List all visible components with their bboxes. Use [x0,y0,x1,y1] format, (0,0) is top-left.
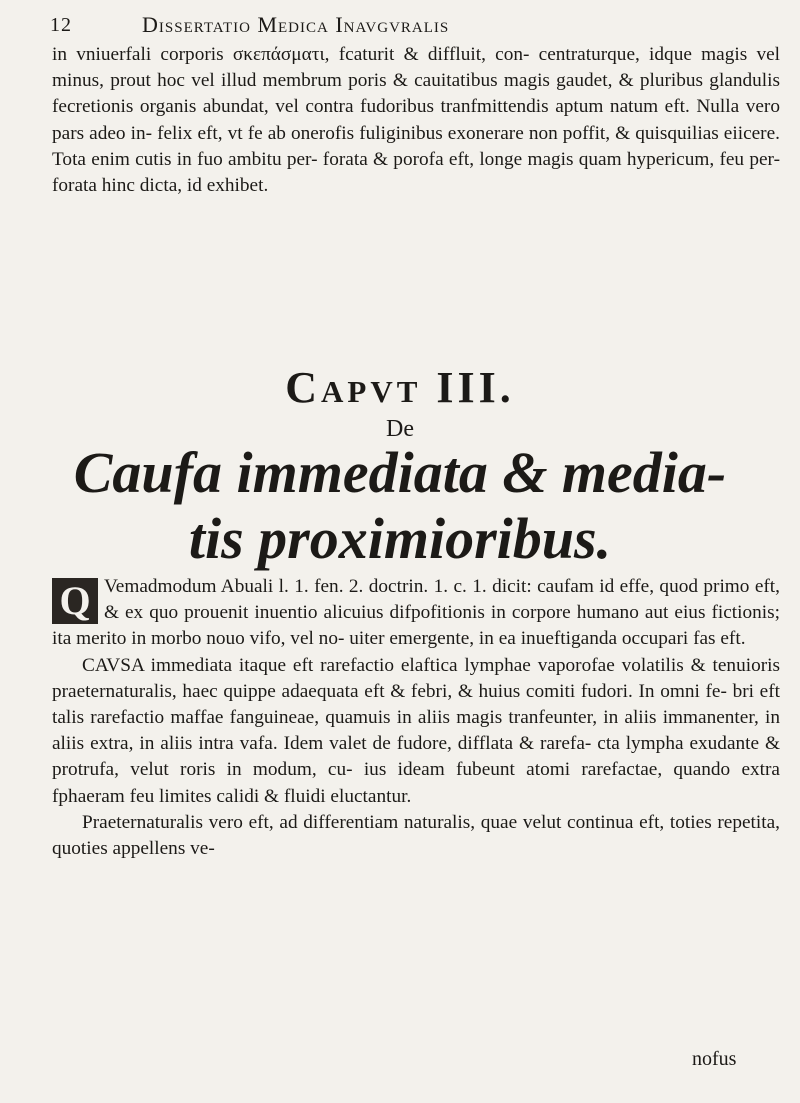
running-title: Dissertatio Medica Inavgvralis [142,12,450,37]
paragraph-main-first [52,574,780,653]
paragraph-main [52,574,780,862]
paragraph-top-text: in vniuerfali corporis σκεπάσματι, fcaturit & diffluit, con- centraturque, idque magis vel minus, prout hoc vel illud membrum poris & cauitatibus magis gaudet, & pluribus glandulis fecretionis organis abundat, vel contra fudoribus tranfmittendis aptum natum eft. Nulla vero pars adeo in- felix eft, vt fe ab onerofis fuliginibus exonerare non poffit, & quisquilias eiicere. Tota enim cutis in fuo ambitu per- forata & porofa eft, longe magis quam hypericum, feu per- forata hinc dicta, id exhibet. [52,44,780,197]
paragraph-main-3: Praeternaturalis vero eft, ad differentiam naturalis, quae velut continua eft, toties repetita, quoties appellens ve- [52,811,780,860]
decorated-initial: Q [52,578,98,624]
chapter-title-line-1: Caufa immediata & media- [73,440,727,505]
paragraph-top [52,42,780,199]
chapter-de: De [386,416,414,442]
paragraph-main-1-text: Vemadmodum Abuali l. 1. fen. 2. doctrin. 1. c. 1. dicit: caufam id effe, quod primo eft, & ex quo prouenit inuentio alicuius difpofitionis in corpore humano aut eius fictionis; ita merito in morbo nouo vifo, vel no- uiter emergente, in ea inueftiganda occupari fas eft. [52,576,780,650]
chapter-title [0,440,800,572]
paragraph-main-2: CAVSA immediata itaque eft rarefactio elaftica lymphae vaporofae volatilis & tenuioris praeternaturalis, haec quippe adaequata eft & febri, & huius comiti fudori. In omni fe- bri eft talis rarefactio maffae fanguineae, quamuis in aliis magis tranfeunter, in aliis immanenter, in aliis extra, in aliis intra vafa. Idem valet de fudore, difflata & rarefa- cta lympha exudante & protrufa, velut roris in modum, cu- ius ideam fubeunt atomi rarefactae, quando extra fphaeram feu limites calidi & fluidi eluctantur. [52,654,780,807]
chapter-title-line-2: tis proximioribus. [188,506,612,571]
running-head [50,10,770,44]
catchword: nofus [692,1048,737,1070]
page-number: 12 [50,14,72,36]
chapter-heading: Capvt III. [285,363,515,412]
